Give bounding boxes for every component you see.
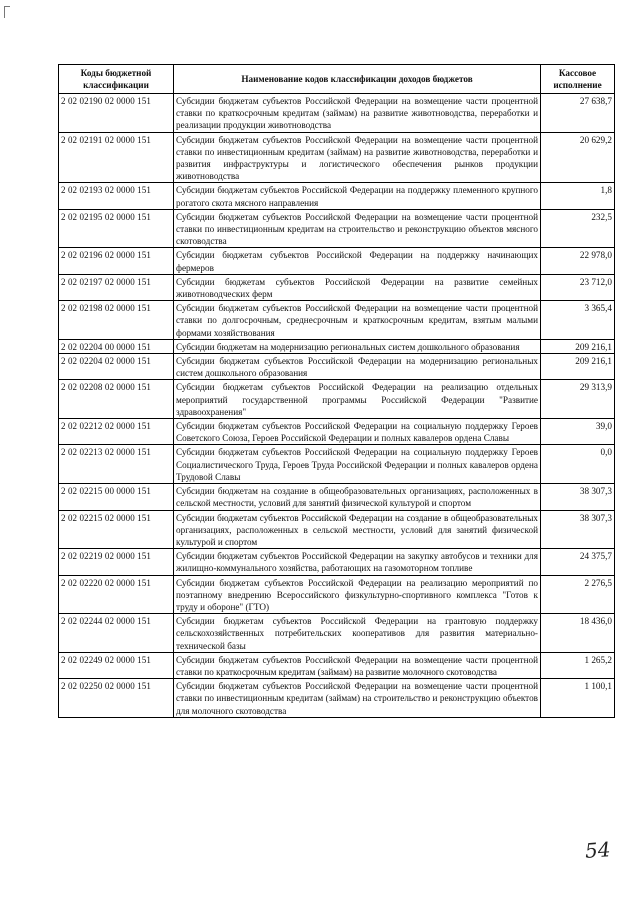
- revenue-name-cell: Субсидии бюджетам субъектов Российской Федерации на социальную поддержку Героев Советского Союза, Героев Российской Федерации и полных кавалеров ордена Славы: [174, 419, 541, 445]
- classification-code-cell: 2 02 02215 02 0000 151: [59, 510, 174, 549]
- classification-code-cell: 2 02 02219 02 0000 151: [59, 549, 174, 575]
- table-row: [59, 484, 615, 510]
- cash-execution-cell: 23 712,0: [541, 274, 615, 300]
- classification-code-cell: 2 02 02196 02 0000 151: [59, 248, 174, 274]
- revenue-name-cell: Субсидии бюджетам субъектов Российской Федерации на поддержку начинающих фермеров: [174, 248, 541, 274]
- classification-code-cell: 2 02 02190 02 0000 151: [59, 94, 174, 133]
- cash-execution-cell: 18 436,0: [541, 614, 615, 653]
- classification-code-cell: 2 02 02244 02 0000 151: [59, 614, 174, 653]
- revenue-name-cell: Субсидии бюджетам субъектов Российской Федерации на возмещение части процентной ставки по краткосрочным кредитам (займам) на развитие животноводства, переработки и реализации продукции животноводства: [174, 94, 541, 133]
- classification-code-cell: 2 02 02249 02 0000 151: [59, 652, 174, 678]
- classification-code-cell: 2 02 02198 02 0000 151: [59, 301, 174, 340]
- revenue-name-cell: Субсидии бюджетам субъектов Российской Федерации на возмещение части процентной ставки по долгосрочным, среднесрочным и краткосрочным кредитам, взятым малыми формами хозяйствования: [174, 301, 541, 340]
- column-header-codes: Коды бюджетной классификации: [59, 65, 174, 94]
- table-header-row: [59, 65, 615, 94]
- cash-execution-cell: 24 375,7: [541, 549, 615, 575]
- cash-execution-cell: 27 638,7: [541, 94, 615, 133]
- table-row: [59, 549, 615, 575]
- classification-code-cell: 2 02 02204 02 0000 151: [59, 354, 174, 380]
- page-corner-mark: [4, 6, 10, 18]
- budget-revenue-table: [58, 64, 615, 718]
- table-row: [59, 301, 615, 340]
- table-row: [59, 94, 615, 133]
- page-number: 54: [584, 837, 612, 863]
- revenue-name-cell: Субсидии бюджетам субъектов Российской Федерации на возмещение части процентной ставки по инвестиционным кредитам (займам) на развитие животноводства, переработки и развития инфраструктуры и логистического обеспечения рынков продукции животноводства: [174, 132, 541, 183]
- cash-execution-cell: 1,8: [541, 183, 615, 209]
- revenue-name-cell: Субсидии бюджетам субъектов Российской Федерации на закупку автобусов и техники для жилищно-коммунального хозяйства, работающих на газомоторном топливе: [174, 549, 541, 575]
- classification-code-cell: 2 02 02208 02 0000 151: [59, 380, 174, 419]
- revenue-name-cell: Субсидии бюджетам субъектов Российской Федерации на возмещение части процентной ставки по краткосрочным кредитам (займам) на развитие молочного скотоводства: [174, 652, 541, 678]
- revenue-name-cell: Субсидии бюджетам субъектов Российской Федерации на возмещение части процентной ставки по инвестиционным кредитам (займам) на строительство и реконструкцию объектов для молочного скотоводства: [174, 679, 541, 718]
- classification-code-cell: 2 02 02212 02 0000 151: [59, 419, 174, 445]
- cash-execution-cell: 2 276,5: [541, 575, 615, 614]
- table-row: [59, 445, 615, 484]
- revenue-name-cell: Субсидии бюджетам на модернизацию региональных систем дошкольного образования: [174, 339, 541, 353]
- table-row: [59, 510, 615, 549]
- cash-execution-cell: 1 100,1: [541, 679, 615, 718]
- revenue-name-cell: Субсидии бюджетам субъектов Российской Федерации на реализацию мероприятий по поэтапному внедрению Всероссийского физкультурно-спортивного комплекса "Готов к труду и обороне" (ГТО): [174, 575, 541, 614]
- revenue-name-cell: Субсидии бюджетам субъектов Российской Федерации на возмещение части процентной ставки по инвестиционным кредитам на строительство и реконструкцию объектов мясного скотоводства: [174, 209, 541, 248]
- cash-execution-cell: 0,0: [541, 445, 615, 484]
- classification-code-cell: 2 02 02220 02 0000 151: [59, 575, 174, 614]
- table-row: [59, 652, 615, 678]
- classification-code-cell: 2 02 02204 00 0000 151: [59, 339, 174, 353]
- column-header-amount: Кассовое исполнение: [541, 65, 615, 94]
- classification-code-cell: 2 02 02193 02 0000 151: [59, 183, 174, 209]
- revenue-name-cell: Субсидии бюджетам субъектов Российской Федерации на поддержку племенного крупного рогатого скота мясного направления: [174, 183, 541, 209]
- revenue-name-cell: Субсидии бюджетам субъектов Российской Федерации на развитие семейных животноводческих ферм: [174, 274, 541, 300]
- table-row: [59, 380, 615, 419]
- table-row: [59, 614, 615, 653]
- classification-code-cell: 2 02 02215 00 0000 151: [59, 484, 174, 510]
- revenue-name-cell: Субсидии бюджетам субъектов Российской Федерации на создание в общеобразовательных организациях, расположенных в сельской местности, условий для занятий физической культурой и спортом: [174, 510, 541, 549]
- cash-execution-cell: 20 629,2: [541, 132, 615, 183]
- classification-code-cell: 2 02 02250 02 0000 151: [59, 679, 174, 718]
- cash-execution-cell: 22 978,0: [541, 248, 615, 274]
- revenue-name-cell: Субсидии бюджетам субъектов Российской Федерации на социальную поддержку Героев Социалистического Труда, Героев Труда Российской Федерации и полных кавалеров ордена Трудовой Славы: [174, 445, 541, 484]
- cash-execution-cell: 39,0: [541, 419, 615, 445]
- revenue-name-cell: Субсидии бюджетам субъектов Российской Федерации на реализацию отдельных мероприятий государственной программы Российской Федерации "Развитие здравоохранения": [174, 380, 541, 419]
- table-row: [59, 248, 615, 274]
- classification-code-cell: 2 02 02197 02 0000 151: [59, 274, 174, 300]
- cash-execution-cell: 209 216,1: [541, 354, 615, 380]
- table-row: [59, 679, 615, 718]
- revenue-name-cell: Субсидии бюджетам субъектов Российской Федерации на грантовую поддержку сельскохозяйственных потребительских кооперативов для развития материально-технической базы: [174, 614, 541, 653]
- table-row: [59, 274, 615, 300]
- table-row: [59, 339, 615, 353]
- table-row: [59, 209, 615, 248]
- classification-code-cell: 2 02 02195 02 0000 151: [59, 209, 174, 248]
- cash-execution-cell: 1 265,2: [541, 652, 615, 678]
- table-row: [59, 575, 615, 614]
- table-row: [59, 354, 615, 380]
- revenue-name-cell: Субсидии бюджетам субъектов Российской Федерации на модернизацию региональных систем дошкольного образования: [174, 354, 541, 380]
- table-row: [59, 419, 615, 445]
- classification-code-cell: 2 02 02191 02 0000 151: [59, 132, 174, 183]
- cash-execution-cell: 232,5: [541, 209, 615, 248]
- column-header-names: Наименование кодов классификации доходов бюджетов: [174, 65, 541, 94]
- cash-execution-cell: 38 307,3: [541, 484, 615, 510]
- revenue-name-cell: Субсидии бюджетам на создание в общеобразовательных организациях, расположенных в сельской местности, условий для занятий физической культурой и спортом: [174, 484, 541, 510]
- cash-execution-cell: 3 365,4: [541, 301, 615, 340]
- classification-code-cell: 2 02 02213 02 0000 151: [59, 445, 174, 484]
- cash-execution-cell: 38 307,3: [541, 510, 615, 549]
- table-row: [59, 183, 615, 209]
- cash-execution-cell: 209 216,1: [541, 339, 615, 353]
- cash-execution-cell: 29 313,9: [541, 380, 615, 419]
- table-row: [59, 132, 615, 183]
